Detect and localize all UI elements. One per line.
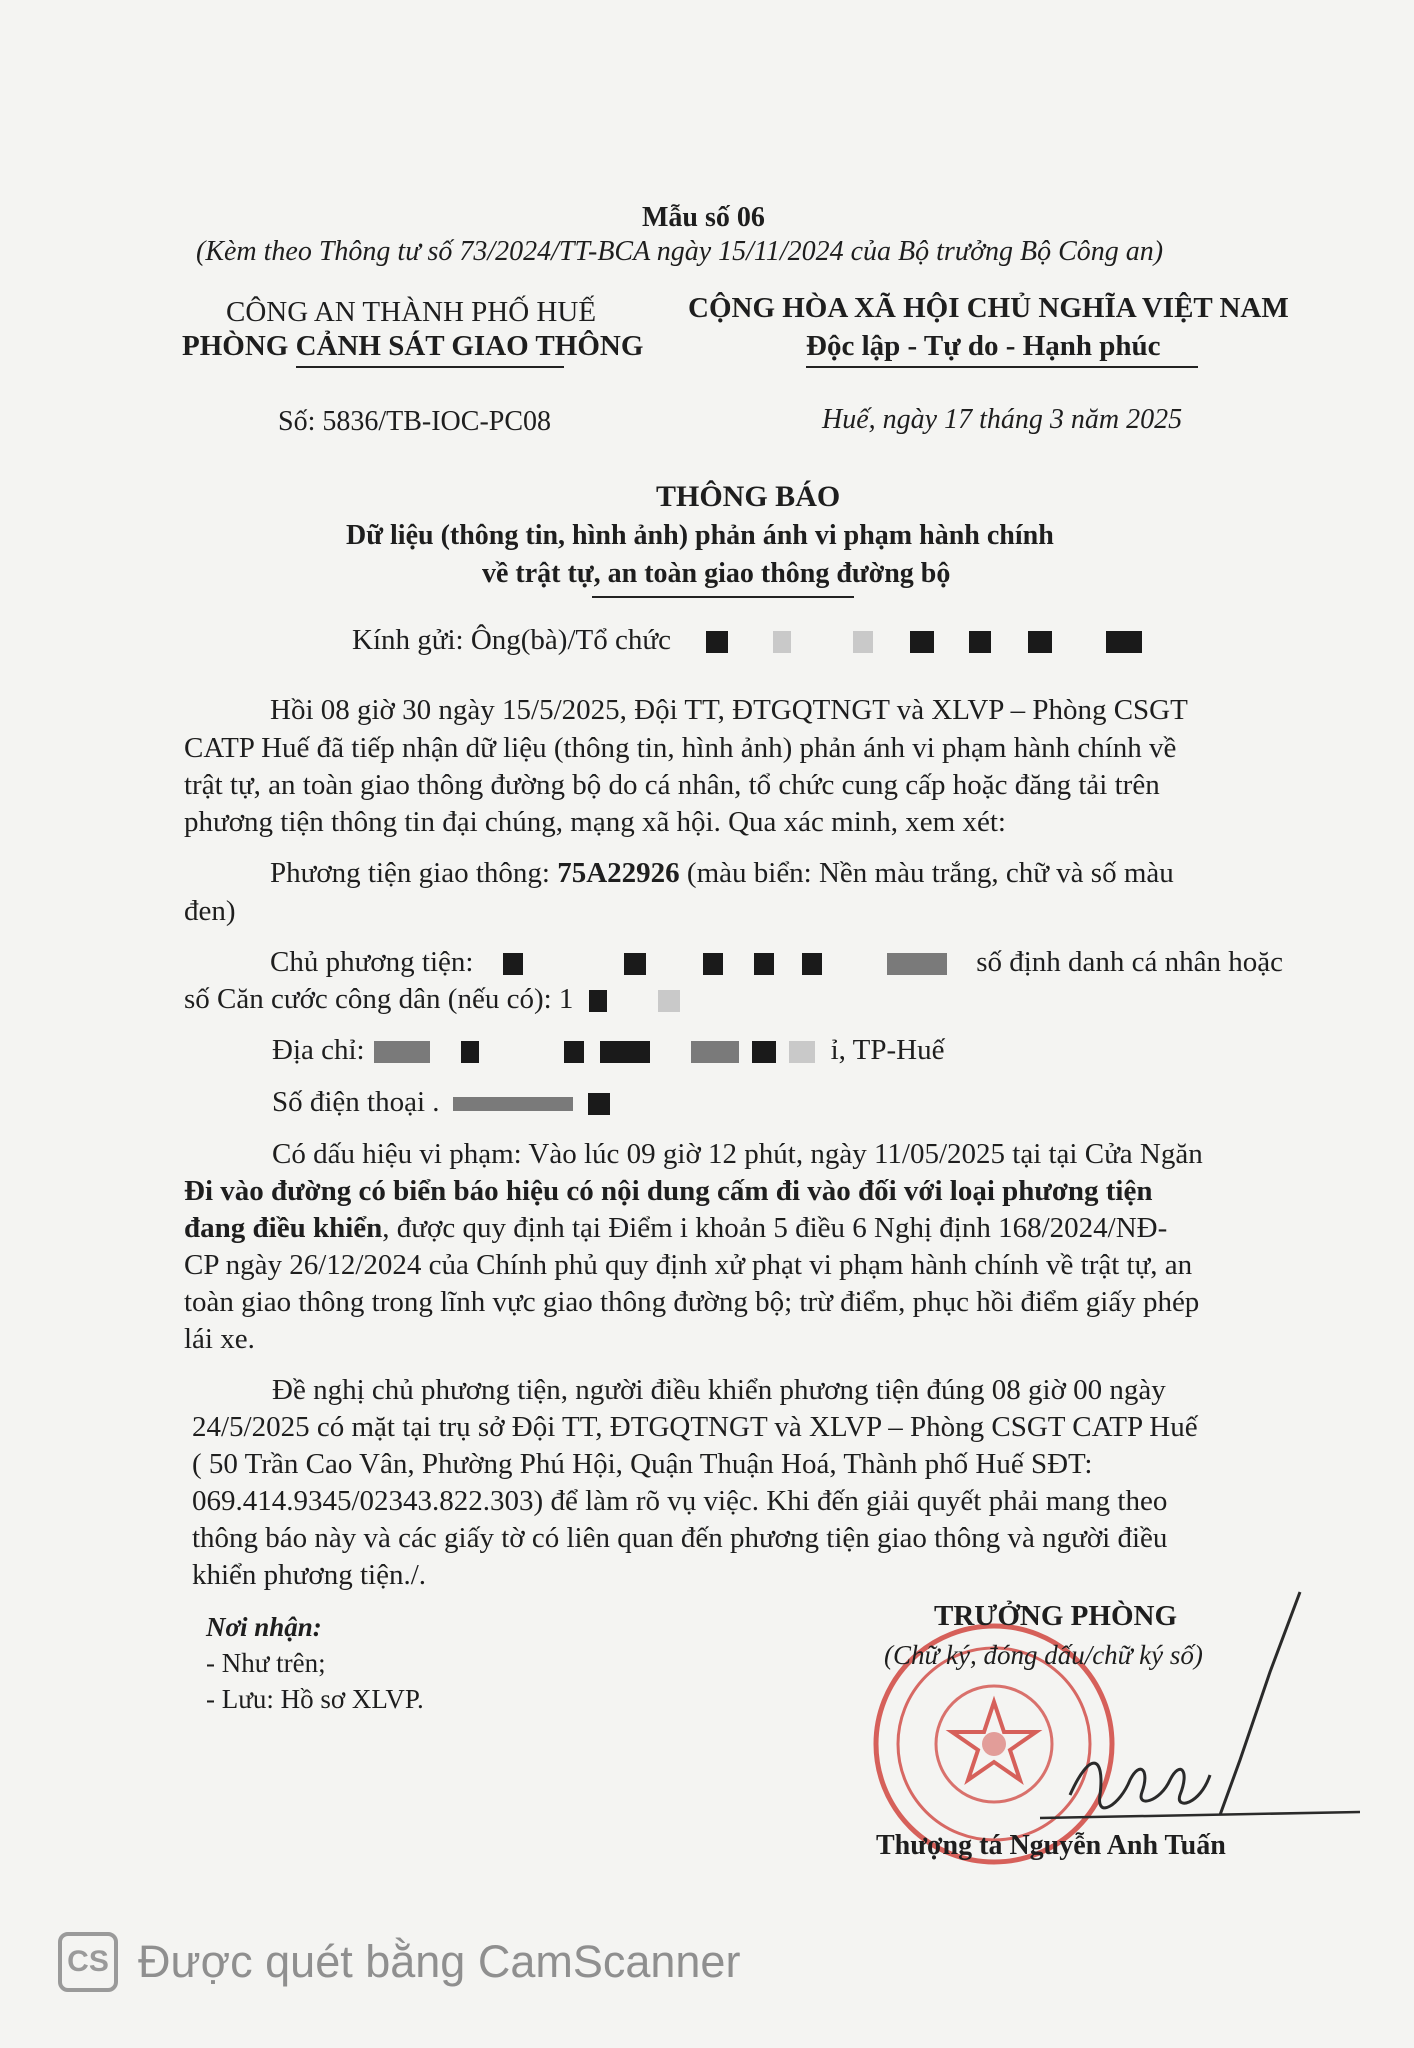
owner-line: [270, 946, 1283, 979]
redacted-recipient: [1028, 631, 1052, 653]
violation-line-6: lái xe.: [184, 1323, 255, 1355]
signatory-name: Thượng tá Nguyễn Anh Tuấn: [876, 1830, 1226, 1861]
department-underline: [296, 366, 564, 368]
violation-line-2: Đi vào đường có biển báo hiệu có nội dung cấm đi vào đối với loại phương tiện: [184, 1175, 1153, 1207]
violation-line-1: Có dấu hiệu vi phạm: Vào lúc 09 giờ 12 phút, ngày 11/05/2025 tại tại Cửa Ngăn: [272, 1138, 1203, 1170]
redacted-phone: [588, 1093, 610, 1115]
redacted-recipient: [1106, 631, 1142, 653]
redacted-owner: [887, 953, 947, 975]
camscanner-watermark: [58, 1932, 740, 1992]
signatory-title: TRƯỞNG PHÒNG: [934, 1600, 1178, 1632]
redacted-address: [374, 1041, 430, 1063]
nation-motto: Độc lập - Tự do - Hạnh phúc: [806, 330, 1161, 362]
violation-regulation: , được quy định tại Điểm i khoản 5 điều 6 Nghị định 168/2024/NĐ-: [382, 1212, 1168, 1244]
request-line-6: khiển phương tiện./.: [192, 1559, 427, 1591]
phone-label: Số điện thoại .: [272, 1086, 440, 1118]
citizen-id-line: [184, 983, 684, 1016]
redacted-address: [789, 1041, 815, 1063]
request-line-4: 069.414.9345/02343.822.303) để làm rõ vụ việc. Khi đến giải quyết phải mang theo: [192, 1485, 1168, 1517]
camscanner-logo-icon: CS: [58, 1932, 118, 1992]
request-line-1: Đề nghị chủ phương tiện, người điều khiển phương tiện đúng 08 giờ 00 ngày: [272, 1374, 1166, 1406]
notice-title: THÔNG BÁO: [656, 480, 841, 513]
document-number: Số: 5836/TB-IOC-PC08: [278, 406, 552, 437]
recipient-line: [352, 624, 1146, 657]
redacted-recipient: [853, 631, 873, 653]
camscanner-text: Được quét bằng CamScanner: [138, 1936, 741, 1987]
place-date: Huế, ngày 17 tháng 3 năm 2025: [822, 404, 1183, 435]
paragraph-1-line-1: Hồi 08 giờ 30 ngày 15/5/2025, Đội TT, ĐTGQTNGT và XLVP – Phòng CSGT: [270, 694, 1188, 726]
recipient-label: Kính gửi: Ông(bà)/Tổ chức: [352, 624, 671, 656]
vehicle-plate: 75A22926: [557, 857, 680, 889]
citizen-id-label: số Căn cước công dân (nếu có): 1: [184, 983, 574, 1015]
redacted-citizen-id: [589, 990, 607, 1012]
violation-line-5: toàn giao thông trong lĩnh vực giao thông đường bộ; trừ điểm, phục hồi điểm giấy phép: [184, 1286, 1200, 1318]
vehicle-line-2: đen): [184, 895, 236, 927]
form-number: Mẫu số 06: [642, 202, 765, 233]
violation-line-3: [184, 1212, 1167, 1245]
request-line-5: thông báo này và các giấy tờ có liên quan đến phương tiện giao thông và người điều: [192, 1522, 1168, 1554]
owner-id-label: số định danh cá nhân hoặc: [976, 946, 1284, 978]
redacted-address: [752, 1041, 776, 1063]
paragraph-1-line-2: CATP Huế đã tiếp nhận dữ liệu (thông tin, hình ảnh) phản ánh vi phạm hành chính về: [184, 732, 1177, 764]
redacted-owner: [703, 953, 723, 975]
redacted-recipient: [969, 631, 991, 653]
address-label: Địa chỉ:: [272, 1034, 365, 1066]
form-attached-note: (Kèm theo Thông tư số 73/2024/TT-BCA ngày 15/11/2024 của Bộ trưởng Bộ Công an): [196, 236, 1164, 267]
vehicle-plate-detail: (màu biển: Nền màu trắng, chữ và số màu: [679, 857, 1174, 889]
redacted-recipient: [773, 631, 791, 653]
violation-line-4: CP ngày 26/12/2024 của Chính phủ quy định xử phạt vi phạm hành chính về trật tự, an: [184, 1249, 1193, 1281]
recipients-title: Nơi nhận:: [206, 1612, 322, 1642]
paragraph-1-line-4: phương tiện thông tin đại chúng, mạng xã hội. Qua xác minh, xem xét:: [184, 806, 1006, 838]
redacted-address: [600, 1041, 650, 1063]
redacted-owner: [802, 953, 822, 975]
request-line-3: ( 50 Trần Cao Vân, Phường Phú Hội, Quận Thuận Hoá, Thành phố Huế SĐT:: [192, 1448, 1093, 1480]
department-name: PHÒNG CẢNH SÁT GIAO THÔNG: [182, 330, 644, 362]
redacted-recipient: [706, 631, 728, 653]
redacted-address: [564, 1041, 584, 1063]
redacted-recipient: [910, 631, 934, 653]
owner-label: Chủ phương tiện:: [270, 946, 474, 978]
redacted-citizen-id: [658, 990, 680, 1012]
agency-name: CÔNG AN THÀNH PHỐ HUẾ: [226, 296, 597, 328]
redacted-owner: [503, 953, 523, 975]
notice-subtitle-2: về trật tự, an toàn giao thông đường bộ: [482, 558, 951, 589]
phone-line: [272, 1086, 614, 1119]
violation-bold-tail: đang điều khiển: [184, 1212, 383, 1244]
nation-name: CỘNG HÒA XÃ HỘI CHỦ NGHĨA VIỆT NAM: [688, 292, 1289, 324]
request-line-2: 24/5/2025 có mặt tại trụ sở Đội TT, ĐTGQTNGT và XLVP – Phòng CSGT CATP Huế: [192, 1411, 1198, 1443]
redacted-phone: [453, 1097, 573, 1111]
signature-note: (Chữ ký, đóng dấu/chữ ký số): [884, 1640, 1203, 1670]
redacted-address: [461, 1041, 479, 1063]
vehicle-line: [270, 857, 1174, 890]
redacted-address: [691, 1041, 739, 1063]
address-line: [272, 1034, 944, 1067]
recipients-item-1: - Như trên;: [206, 1648, 326, 1678]
recipients-item-2: - Lưu: Hồ sơ XLVP.: [206, 1684, 424, 1714]
address-tail: ỉ, TP-Huế: [830, 1034, 945, 1066]
redacted-owner: [624, 953, 646, 975]
title-underline: [592, 596, 854, 598]
paragraph-1-line-3: trật tự, an toàn giao thông đường bộ do cá nhân, tổ chức cung cấp hoặc đăng tải trên: [184, 769, 1160, 801]
motto-underline: [806, 366, 1198, 368]
vehicle-label: Phương tiện giao thông:: [270, 857, 558, 889]
redacted-owner: [754, 953, 774, 975]
notice-subtitle-1: Dữ liệu (thông tin, hình ảnh) phản ánh vi phạm hành chính: [346, 520, 1054, 551]
